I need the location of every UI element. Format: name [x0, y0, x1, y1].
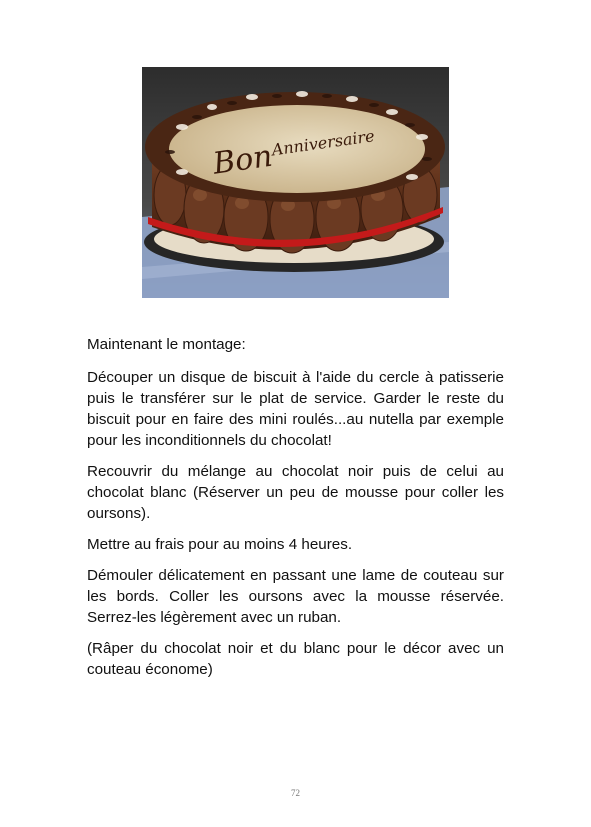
paragraph-3: Mettre au frais pour au moins 4 heures. [87, 536, 353, 553]
recipe-text [87, 334, 504, 690]
cake-inscription-line-2: Anniversaire [270, 126, 376, 160]
paragraph-1: Découper un disque de biscuit à l'aide du cercle à patisserie puis le transférer sur le plat de service. Garder le reste du biscuit pour en faire des mini roulés...au nutella par exemple pour les inconditionnels du chocolat! [87, 369, 504, 449]
paragraph-5: (Râper du chocolat noir et du blanc pour le décor avec un couteau économe) [87, 640, 504, 678]
page-number: 72 [291, 788, 300, 798]
paragraph-2: Recouvrir du mélange au chocolat noir puis de celui au chocolat blanc (Réserver un peu de mousse pour coller les oursons). [87, 463, 504, 522]
cake-photo [142, 67, 449, 298]
cake-illustration [142, 67, 449, 298]
section-heading: Maintenant le montage: [87, 336, 246, 353]
paragraph-4: Démouler délicatement en passant une lame de couteau sur les bords. Coller les oursons avec la mousse réservée. Serrez-les légèrement avec un ruban. [87, 567, 504, 626]
cake-inscription-line-1: Bon [210, 138, 275, 182]
